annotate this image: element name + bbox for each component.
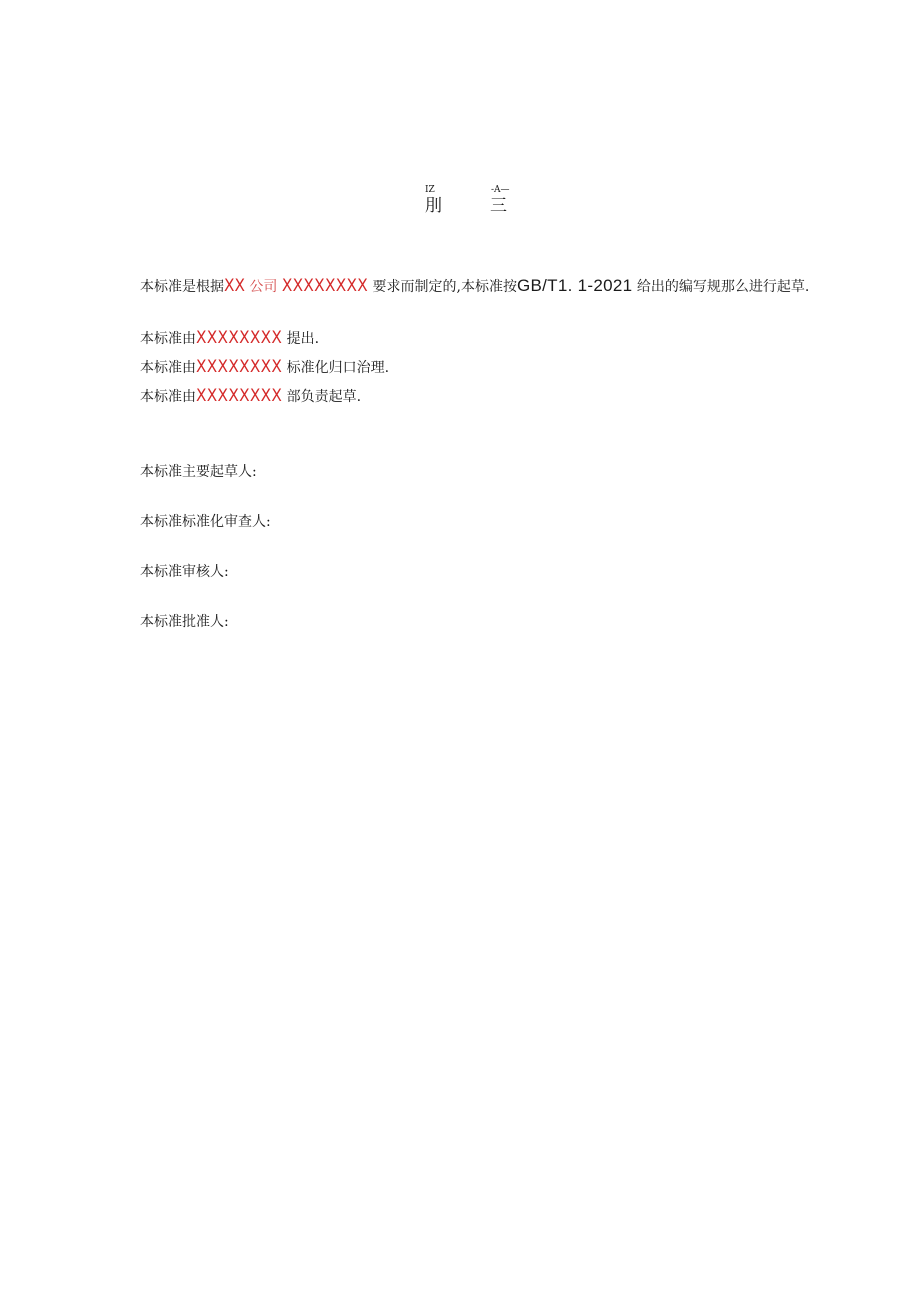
foreword-title xyxy=(420,186,520,222)
intro-red-company-code: XX xyxy=(224,276,245,296)
line-suffix: 部负责起草. xyxy=(286,389,362,405)
title-superscript-right: -A— xyxy=(491,185,510,195)
approver-line: 本标准批准人: xyxy=(140,614,229,630)
drafted-by-line xyxy=(140,385,361,408)
intro-red-company: 公司 xyxy=(249,279,278,295)
line-suffix: 提出. xyxy=(286,331,320,347)
line-suffix: 标准化归口治理. xyxy=(286,360,390,376)
intro-text-c: 给出的编写规那么进行起草. xyxy=(636,279,810,295)
title-char-right: 三 xyxy=(490,196,507,216)
line-red-placeholder: XXXXXXXX xyxy=(196,357,283,377)
intro-standard-number: GB/T1. 1-2021 xyxy=(516,276,633,295)
managed-by-line xyxy=(140,356,389,379)
line-prefix: 本标准由 xyxy=(140,331,196,347)
intro-text-a: 本标准是根据 xyxy=(140,279,224,295)
line-red-placeholder: XXXXXXXX xyxy=(196,328,283,348)
line-red-placeholder: XXXXXXXX xyxy=(196,386,283,406)
title-char-left: 刖 xyxy=(425,196,442,216)
main-drafters-line: 本标准主要起草人: xyxy=(140,464,257,480)
auditor-line: 本标准审核人: xyxy=(140,564,229,580)
intro-paragraph xyxy=(109,274,829,299)
intro-red-placeholder: XXXXXXXX xyxy=(281,276,369,296)
proposed-by-line xyxy=(140,327,319,350)
standardization-reviewer-line: 本标准标准化审查人: xyxy=(140,514,271,530)
intro-text-b: 要求而制定的,本标准按 xyxy=(372,279,517,295)
title-superscript-left: IZ xyxy=(425,185,435,195)
line-prefix: 本标准由 xyxy=(140,389,196,405)
line-prefix: 本标准由 xyxy=(140,360,196,376)
